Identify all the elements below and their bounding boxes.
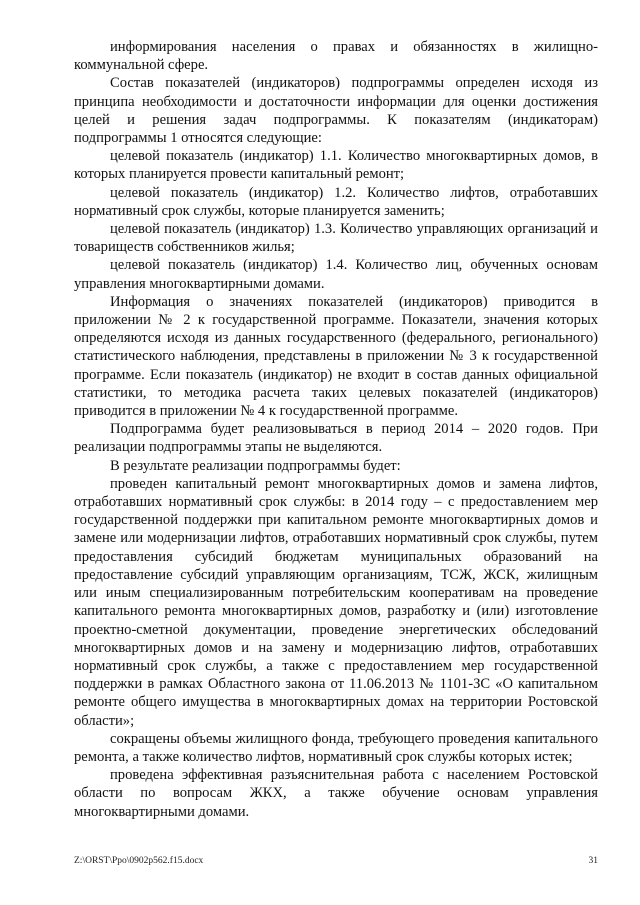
page-number: 31 (588, 856, 598, 866)
paragraph-implementation-period: Подпрограмма будет реализовываться в период 2014 – 2020 годов. При реализации подпрограммы этапы не выделяются. (74, 421, 598, 456)
paragraph-results-intro: В результате реализации подпрограммы будет: (110, 457, 401, 474)
paragraph-result-capital-repair: проведен капитальный ремонт многоквартирных домов и замена лифтов, отработавших нормативный срок службы: в 2014 году – с предоставлением мер государственной поддержки при капитальном ремонте многоквартирных домов и замене или модернизации лифтов, отработавших нормативный срок службы, путем предоставления субсидий бюджетам муниципальных образований на предоставление субсидий управляющим организациям, ТСЖ, ЖСК, жилищным или иным специализированным потребительским кооперативам на проведение капитального ремонта многоквартирных домов, разработку и (или) изготовление проектно-сметной документации, проведение энергетических обследований многоквартирных домов и на замену и модернизацию лифтов, отработавших нормативный срок службы, а также с предоставлением мер государственной поддержки в рамках Областного закона от 11.06.2013 № 1101-ЗС «О капитальном ремонте общего имущества в многоквартирных домах на территории Ростовской области»; (74, 475, 598, 729)
paragraph-indicator-1-2: целевой показатель (индикатор) 1.2. Количество лифтов, отработавших нормативный срок службы, которые планируется заменить; (74, 184, 598, 219)
paragraph-intro-continuation: информирования населения о правах и обязанностях в жилищно-коммунальной сфере. (74, 39, 598, 74)
paragraph-indicators-composition: Состав показателей (индикаторов) подпрограммы определен исходя из принципа необходимости и достаточности информации для оценки достижения целей и решения задач подпрограммы. К показателям (индикаторам) подпрограммы 1 относятся следующие: (74, 75, 598, 147)
paragraph-result-outreach: проведена эффективная разъяснительная работа с населением Ростовской области по вопросам ЖКХ, а также обучение основам управления многоквартирными домами. (74, 767, 598, 820)
footer-file-path: Z:\ORST\Ppo\0902p562.f15.docx (74, 856, 204, 866)
document-body (74, 38, 598, 821)
paragraph-indicator-1-1: целевой показатель (индикатор) 1.1. Количество многоквартирных домов, в которых планируется провести капитальный ремонт; (74, 148, 598, 183)
paragraph-result-reduced-housing: сокращены объемы жилищного фонда, требующего проведения капитального ремонта, а также количество лифтов, нормативный срок службы которых истек; (74, 730, 598, 765)
paragraph-indicator-1-4: целевой показатель (индикатор) 1.4. Количество лиц, обученных основам управления многоквартирными домами. (74, 257, 598, 292)
paragraph-indicator-values-info: Информация о значениях показателей (индикаторов) приводится в приложении № 2 к государственной программе. Показатели, значения которых определяются исходя из данных государственного (федерального, регионального) статистического наблюдения, представлены в приложении № 3 к государственной программе. Если показатель (индикатор) не входит в состав данных официальной статистики, то методика расчета таких целевых показателей (индикаторов) приводится в приложении № 4 к государственной программе. (74, 293, 598, 420)
paragraph-indicator-1-3: целевой показатель (индикатор) 1.3. Количество управляющих организаций и товариществ собственников жилья; (74, 221, 598, 256)
